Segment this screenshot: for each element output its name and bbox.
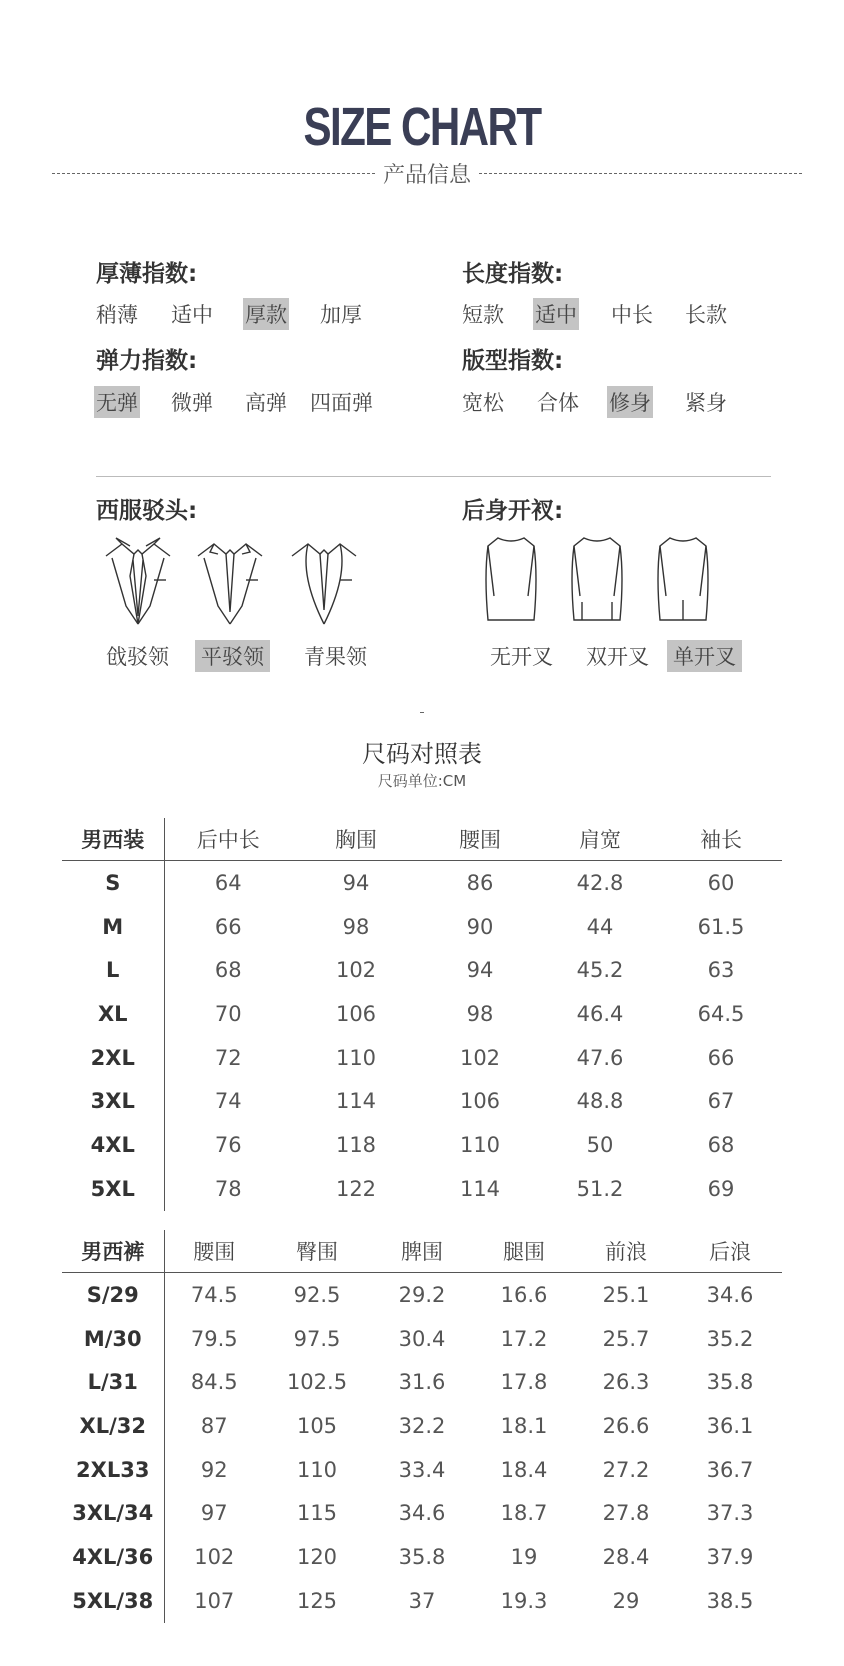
column-header: 腰围 xyxy=(164,1230,264,1273)
fit-option: 合体 xyxy=(537,391,579,415)
elasticity-index-title: 弹力指数: xyxy=(96,348,198,374)
table-cell: 19.3 xyxy=(500,1588,548,1613)
table-cell: 36.1 xyxy=(706,1413,754,1438)
column-header: 胸围 xyxy=(292,818,420,861)
table-cell: 17.8 xyxy=(500,1370,548,1395)
table-cell: 74.5 xyxy=(190,1282,238,1307)
table-cell: 47.6 xyxy=(576,1045,624,1070)
table-cell: 78 xyxy=(214,1176,242,1201)
table-cell: 26.6 xyxy=(602,1413,650,1438)
table-cell: 17.2 xyxy=(500,1326,548,1351)
table-cell: 37.9 xyxy=(706,1544,754,1569)
pants-size-table xyxy=(62,1230,782,1623)
lapel-caption: 戗驳领 xyxy=(106,645,169,669)
length-option: 短款 xyxy=(462,303,504,327)
peak-lapel-icon xyxy=(104,536,172,628)
table-cell: 67 xyxy=(707,1089,735,1114)
table-row xyxy=(62,1123,782,1167)
table-row xyxy=(62,1404,782,1448)
dashed-divider-right xyxy=(479,173,802,174)
table-cell: 98 xyxy=(342,914,370,939)
table-cell: 87 xyxy=(200,1413,228,1438)
subtitle: 产品信息 xyxy=(383,162,472,188)
size-label: S xyxy=(62,861,164,905)
section-divider xyxy=(96,476,771,477)
table-cell: 94 xyxy=(342,870,370,895)
vent-caption-selected: 单开叉 xyxy=(667,640,742,672)
lapel-caption: 青果领 xyxy=(304,645,367,669)
length-option: 长款 xyxy=(685,303,727,327)
elasticity-option: 高弹 xyxy=(245,391,287,415)
vent-caption: 无开叉 xyxy=(490,645,553,669)
table-cell: 34.6 xyxy=(706,1282,754,1307)
column-header: 腰围 xyxy=(420,818,540,861)
table-cell: 18.1 xyxy=(500,1413,548,1438)
table-cell: 69 xyxy=(707,1176,735,1201)
table-cell: 61.5 xyxy=(697,914,745,939)
elasticity-option-selected: 无弹 xyxy=(94,386,140,418)
thickness-option: 适中 xyxy=(171,303,213,327)
size-label: M/30 xyxy=(62,1317,164,1361)
size-label: 5XL xyxy=(62,1167,164,1211)
dashed-divider-left xyxy=(52,173,375,174)
size-label: 2XL xyxy=(62,1036,164,1080)
table-cell: 27.2 xyxy=(602,1457,650,1482)
single-vent-jacket-icon xyxy=(656,536,710,624)
table-cell: 18.7 xyxy=(500,1501,548,1526)
size-label: L xyxy=(62,948,164,992)
fit-option: 紧身 xyxy=(685,391,727,415)
size-label: L/31 xyxy=(62,1360,164,1404)
table-corner-header: 男西装 xyxy=(62,818,164,861)
table-cell: 79.5 xyxy=(190,1326,238,1351)
table-cell: 110 xyxy=(459,1132,501,1157)
elasticity-option: 微弹 xyxy=(171,391,213,415)
size-label: 3XL/34 xyxy=(62,1491,164,1535)
size-label: XL xyxy=(62,992,164,1036)
table-cell: 92 xyxy=(200,1457,228,1482)
table-cell: 90 xyxy=(466,914,494,939)
table-cell: 46.4 xyxy=(576,1001,624,1026)
lapel-caption-selected: 平驳领 xyxy=(195,640,270,672)
size-label: 2XL33 xyxy=(62,1448,164,1492)
table-cell: 33.4 xyxy=(398,1457,446,1482)
table-cell: 35.2 xyxy=(706,1326,754,1351)
table-row xyxy=(62,1273,782,1317)
table-cell: 106 xyxy=(459,1089,501,1114)
table-cell: 34.6 xyxy=(398,1501,446,1526)
table-cell: 31.6 xyxy=(398,1370,446,1395)
table-cell: 66 xyxy=(214,914,242,939)
length-option: 中长 xyxy=(611,303,653,327)
table-cell: 97 xyxy=(200,1501,228,1526)
table-row xyxy=(62,1535,782,1579)
fit-option-selected: 修身 xyxy=(607,386,653,418)
size-label: S/29 xyxy=(62,1273,164,1317)
table-cell: 76 xyxy=(214,1132,242,1157)
table-row xyxy=(62,1491,782,1535)
subtitle-row xyxy=(52,158,802,188)
suit-size-table xyxy=(62,818,782,1211)
fit-index-title: 版型指数: xyxy=(462,348,564,374)
table-cell: 36.7 xyxy=(706,1457,754,1482)
size-label: 3XL xyxy=(62,1079,164,1123)
table-cell: 37 xyxy=(408,1588,436,1613)
table-cell: 48.8 xyxy=(576,1089,624,1114)
table-row xyxy=(62,1079,782,1123)
table-cell: 44 xyxy=(586,914,614,939)
table-cell: 42.8 xyxy=(576,870,624,895)
column-header: 腿围 xyxy=(474,1230,574,1273)
table-cell: 30.4 xyxy=(398,1326,446,1351)
table-cell: 32.2 xyxy=(398,1413,446,1438)
table-cell: 86 xyxy=(466,870,494,895)
table-cell: 106 xyxy=(335,1001,377,1026)
table-cell: 84.5 xyxy=(190,1370,238,1395)
table-cell: 50 xyxy=(586,1132,614,1157)
table-cell: 51.2 xyxy=(576,1176,624,1201)
table-cell: 114 xyxy=(335,1089,377,1114)
size-section-mark xyxy=(420,712,424,713)
size-label: 5XL/38 xyxy=(62,1579,164,1623)
table-row xyxy=(62,1360,782,1404)
table-cell: 60 xyxy=(707,870,735,895)
table-cell: 110 xyxy=(335,1045,377,1070)
column-header: 脾围 xyxy=(370,1230,474,1273)
table-cell: 70 xyxy=(214,1001,242,1026)
table-row xyxy=(62,948,782,992)
table-row xyxy=(62,1317,782,1361)
column-header: 后浪 xyxy=(678,1230,782,1273)
size-label: 4XL xyxy=(62,1123,164,1167)
table-cell: 25.1 xyxy=(602,1282,650,1307)
table-cell: 38.5 xyxy=(706,1588,754,1613)
table-cell: 114 xyxy=(459,1176,501,1201)
table-cell: 102 xyxy=(459,1045,501,1070)
table-cell: 102 xyxy=(335,958,377,983)
page-title: SIZE CHART xyxy=(303,97,541,157)
table-cell: 110 xyxy=(296,1457,338,1482)
size-label: XL/32 xyxy=(62,1404,164,1448)
table-cell: 68 xyxy=(707,1132,735,1157)
table-row xyxy=(62,1167,782,1211)
table-cell: 28.4 xyxy=(602,1544,650,1569)
table-cell: 35.8 xyxy=(398,1544,446,1569)
table-row xyxy=(62,1448,782,1492)
table-row xyxy=(62,861,782,905)
size-label: 4XL/36 xyxy=(62,1535,164,1579)
table-cell: 107 xyxy=(194,1588,235,1613)
size-unit: 尺码单位:CM xyxy=(377,772,467,790)
lapel-title: 西服驳头: xyxy=(96,498,198,524)
table-cell: 29.2 xyxy=(398,1282,446,1307)
elasticity-option: 四面弹 xyxy=(310,391,373,415)
column-header: 后中长 xyxy=(164,818,292,861)
table-cell: 97.5 xyxy=(293,1326,341,1351)
vent-title: 后身开衩: xyxy=(462,498,564,524)
column-header: 前浪 xyxy=(574,1230,678,1273)
shawl-lapel-icon xyxy=(290,536,358,628)
table-row xyxy=(62,1036,782,1080)
table-cell: 45.2 xyxy=(576,958,624,983)
table-cell: 115 xyxy=(296,1501,338,1526)
table-cell: 92.5 xyxy=(293,1282,341,1307)
table-cell: 63 xyxy=(707,958,735,983)
table-cell: 98 xyxy=(466,1001,494,1026)
column-header: 肩宽 xyxy=(540,818,660,861)
column-header: 臀围 xyxy=(264,1230,370,1273)
thickness-option: 加厚 xyxy=(320,303,362,327)
table-corner-header: 男西裤 xyxy=(62,1230,164,1273)
table-cell: 25.7 xyxy=(602,1326,650,1351)
table-cell: 125 xyxy=(296,1588,338,1613)
table-cell: 16.6 xyxy=(500,1282,548,1307)
vent-caption: 双开叉 xyxy=(586,645,649,669)
fit-option: 宽松 xyxy=(462,391,504,415)
size-section-title: 尺码对照表 xyxy=(362,740,482,768)
table-cell: 94 xyxy=(466,958,494,983)
table-cell: 102 xyxy=(194,1544,235,1569)
notch-lapel-icon xyxy=(196,536,264,628)
table-cell: 120 xyxy=(296,1544,338,1569)
column-header: 袖长 xyxy=(660,818,782,861)
table-cell: 19 xyxy=(510,1544,538,1569)
table-row xyxy=(62,992,782,1036)
table-cell: 27.8 xyxy=(602,1501,650,1526)
table-cell: 37.3 xyxy=(706,1501,754,1526)
table-cell: 102.5 xyxy=(286,1370,348,1395)
table-cell: 74 xyxy=(214,1089,242,1114)
table-cell: 122 xyxy=(335,1176,377,1201)
double-vent-jacket-icon xyxy=(570,536,624,624)
table-cell: 29 xyxy=(612,1588,640,1613)
table-row xyxy=(62,1579,782,1623)
size-label: M xyxy=(62,905,164,949)
table-cell: 64 xyxy=(214,870,242,895)
table-cell: 118 xyxy=(335,1132,377,1157)
table-cell: 105 xyxy=(296,1413,338,1438)
thickness-option: 稍薄 xyxy=(96,303,138,327)
table-cell: 66 xyxy=(707,1045,735,1070)
table-cell: 35.8 xyxy=(706,1370,754,1395)
length-option-selected: 适中 xyxy=(533,298,579,330)
table-cell: 26.3 xyxy=(602,1370,650,1395)
length-index-title: 长度指数: xyxy=(462,261,564,287)
table-cell: 72 xyxy=(214,1045,242,1070)
table-cell: 18.4 xyxy=(500,1457,548,1482)
table-cell: 64.5 xyxy=(697,1001,745,1026)
table-cell: 68 xyxy=(214,958,242,983)
thickness-index-title: 厚薄指数: xyxy=(96,261,198,287)
no-vent-jacket-icon xyxy=(484,536,538,624)
thickness-option-selected: 厚款 xyxy=(243,298,289,330)
table-row xyxy=(62,905,782,949)
